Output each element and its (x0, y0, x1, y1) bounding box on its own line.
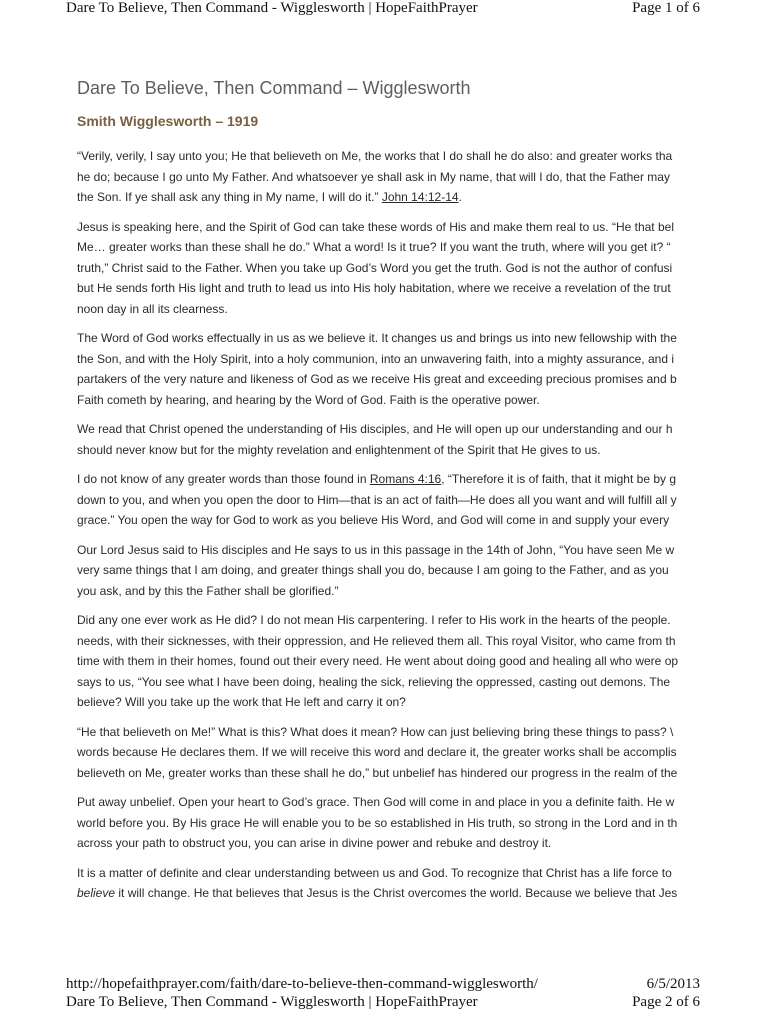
scripture-link-john[interactable]: John 14:12-14 (381, 190, 459, 204)
text-line: partakers of the very nature and likeness of God as we receive His great and exceeding precious promises and b (77, 372, 677, 386)
text-line: he do; because I go unto My Father. And whatsoever ye shall ask in My name, that will I do, that the Father may (77, 169, 670, 184)
text-line: the Son, and with the Holy Spirit, into a holy communion, into an unwavering faith, into a mighty assurance, and i (77, 351, 674, 366)
text-line: you ask, and by this the Father shall be glorified.” (77, 583, 339, 598)
print-header-page-number: Page 1 of 6 (632, 0, 700, 16)
paragraph-6 (77, 540, 700, 602)
text-line: world before you. By His grace He will enable you to be so established in His truth, so strong in the Lord and in th (77, 815, 678, 830)
text-line: Jesus is speaking here, and the Spirit of God can take these words of His and make them real to us. “He that bel (77, 219, 674, 234)
paragraph-1 (77, 146, 700, 208)
text-line: We read that Christ opened the understanding of His disciples, and He will open up our understanding and our h (77, 422, 673, 436)
text-line: should never know but for the mighty revelation and enlightenment of the Spirit that He gives to us. (77, 442, 601, 457)
article-title: Dare To Believe, Then Command – Wigglesworth (77, 78, 471, 98)
text-line: needs, with their sicknesses, with their oppression, and He relieved them all. This royal Visitor, who came from th (77, 633, 676, 648)
print-footer-page-number: Page 2 of 6 (632, 994, 700, 1010)
paragraph-2 (77, 217, 700, 320)
text-line: Did any one ever work as He did? I do not mean His carpentering. I refer to His work in the hearts of the people. (77, 613, 671, 627)
text-line: but He sends forth His light and truth to lead us into His holy habitation, where we receive a revelation of the trut (77, 281, 671, 295)
text-line (77, 469, 700, 490)
text-line (77, 883, 700, 904)
text-line: words because He declares them. If we will receive this word and declare it, the greater works shall be accomplis (77, 745, 677, 759)
text-line: believeth on Me, greater works than these shall he do,” but unbelief has hindered our progress in the realm of the (77, 765, 678, 780)
text-line: across your path to obstruct you, you can arise in divine power and rebuke and destroy it. (77, 836, 552, 850)
text-line: truth,” Christ said to the Father. When you take up God’s Word you get the truth. God is not the author of confusi (77, 260, 673, 275)
text-line: “He that believeth on Me!” What is this? What does it mean? How can just believing bring these things to pass? \ (77, 724, 674, 739)
text-line: Me… greater works than these shall he do.” What a word! Is it true? If you want the truth, where will you get it? “ (77, 240, 671, 254)
text-fragment: , “Therefore it is of faith, that it might be by g (441, 472, 677, 486)
paragraph-10 (77, 863, 700, 904)
text-line (77, 187, 700, 208)
print-footer (66, 976, 700, 1012)
print-footer-url: http://hopefaithprayer.com/faith/dare-to-believe-then-command-wigglesworth/ (66, 976, 538, 992)
print-header (66, 0, 700, 20)
text-line: Our Lord Jesus said to His disciples and He says to us in this passage in the 14th of John, “You have seen Me w (77, 542, 675, 557)
paragraph-5 (77, 469, 700, 531)
paragraph-9 (77, 792, 700, 854)
text-line: grace.” You open the way for God to work as you believe His Word, and God will come in and supply your every (77, 513, 670, 527)
text-line: down to you, and when you open the door to Him—that is an act of faith—He does all you want and will fulfill all y (77, 492, 677, 507)
print-footer-title: Dare To Believe, Then Command - Wigglesworth | HopeFaithPrayer (66, 994, 478, 1010)
article (77, 78, 700, 938)
text-line: says to us, “You see what I have been doing, healing the sick, relieving the oppressed, casting out demons. The (77, 674, 671, 689)
scripture-link-romans[interactable]: Romans 4:16 (369, 472, 442, 486)
text-line: It is a matter of definite and clear understanding between us and God. To recognize that Christ has a life force to (77, 865, 672, 880)
text-fragment: . (458, 190, 462, 204)
text-line: very same things that I am doing, and greater things shall you do, because I am going to the Father, and as you (77, 563, 669, 577)
text-line: time with them in their homes, found out their every need. He went about doing good and healing all who were op (77, 654, 679, 668)
print-footer-date: 6/5/2013 (646, 976, 700, 992)
italic-text: believe (77, 886, 116, 900)
text-fragment: it will change. He that believes that Jesus is the Christ overcomes the world. Because we believe that Jes (115, 886, 678, 900)
text-line: noon day in all its clearness. (77, 301, 228, 316)
text-line: The Word of God works effectually in us as we believe it. It changes us and brings us into new fellowship with the (77, 331, 677, 345)
text-line: Put away unbelief. Open your heart to God’s grace. Then God will come in and place in you a definite faith. He w (77, 795, 675, 809)
text-fragment: the Son. If ye shall ask any thing in My name, I will do it.” (77, 190, 382, 204)
text-fragment: I do not know of any greater words than those found in (77, 472, 370, 486)
print-header-title: Dare To Believe, Then Command - Wigglesworth | HopeFaithPrayer (66, 0, 478, 16)
text-line: believe? Will you take up the work that He left and carry it on? (77, 695, 406, 709)
paragraph-7 (77, 610, 700, 713)
text-line: “Verily, verily, I say unto you; He that believeth on Me, the works that I do shall he do also: and greater works tha (77, 149, 673, 163)
article-author-line: Smith Wigglesworth – 1919 (77, 113, 259, 129)
paragraph-4 (77, 419, 700, 460)
paragraph-8 (77, 722, 700, 784)
text-line: Faith cometh by hearing, and hearing by the Word of God. Faith is the operative power. (77, 392, 540, 407)
paragraph-3 (77, 328, 700, 410)
